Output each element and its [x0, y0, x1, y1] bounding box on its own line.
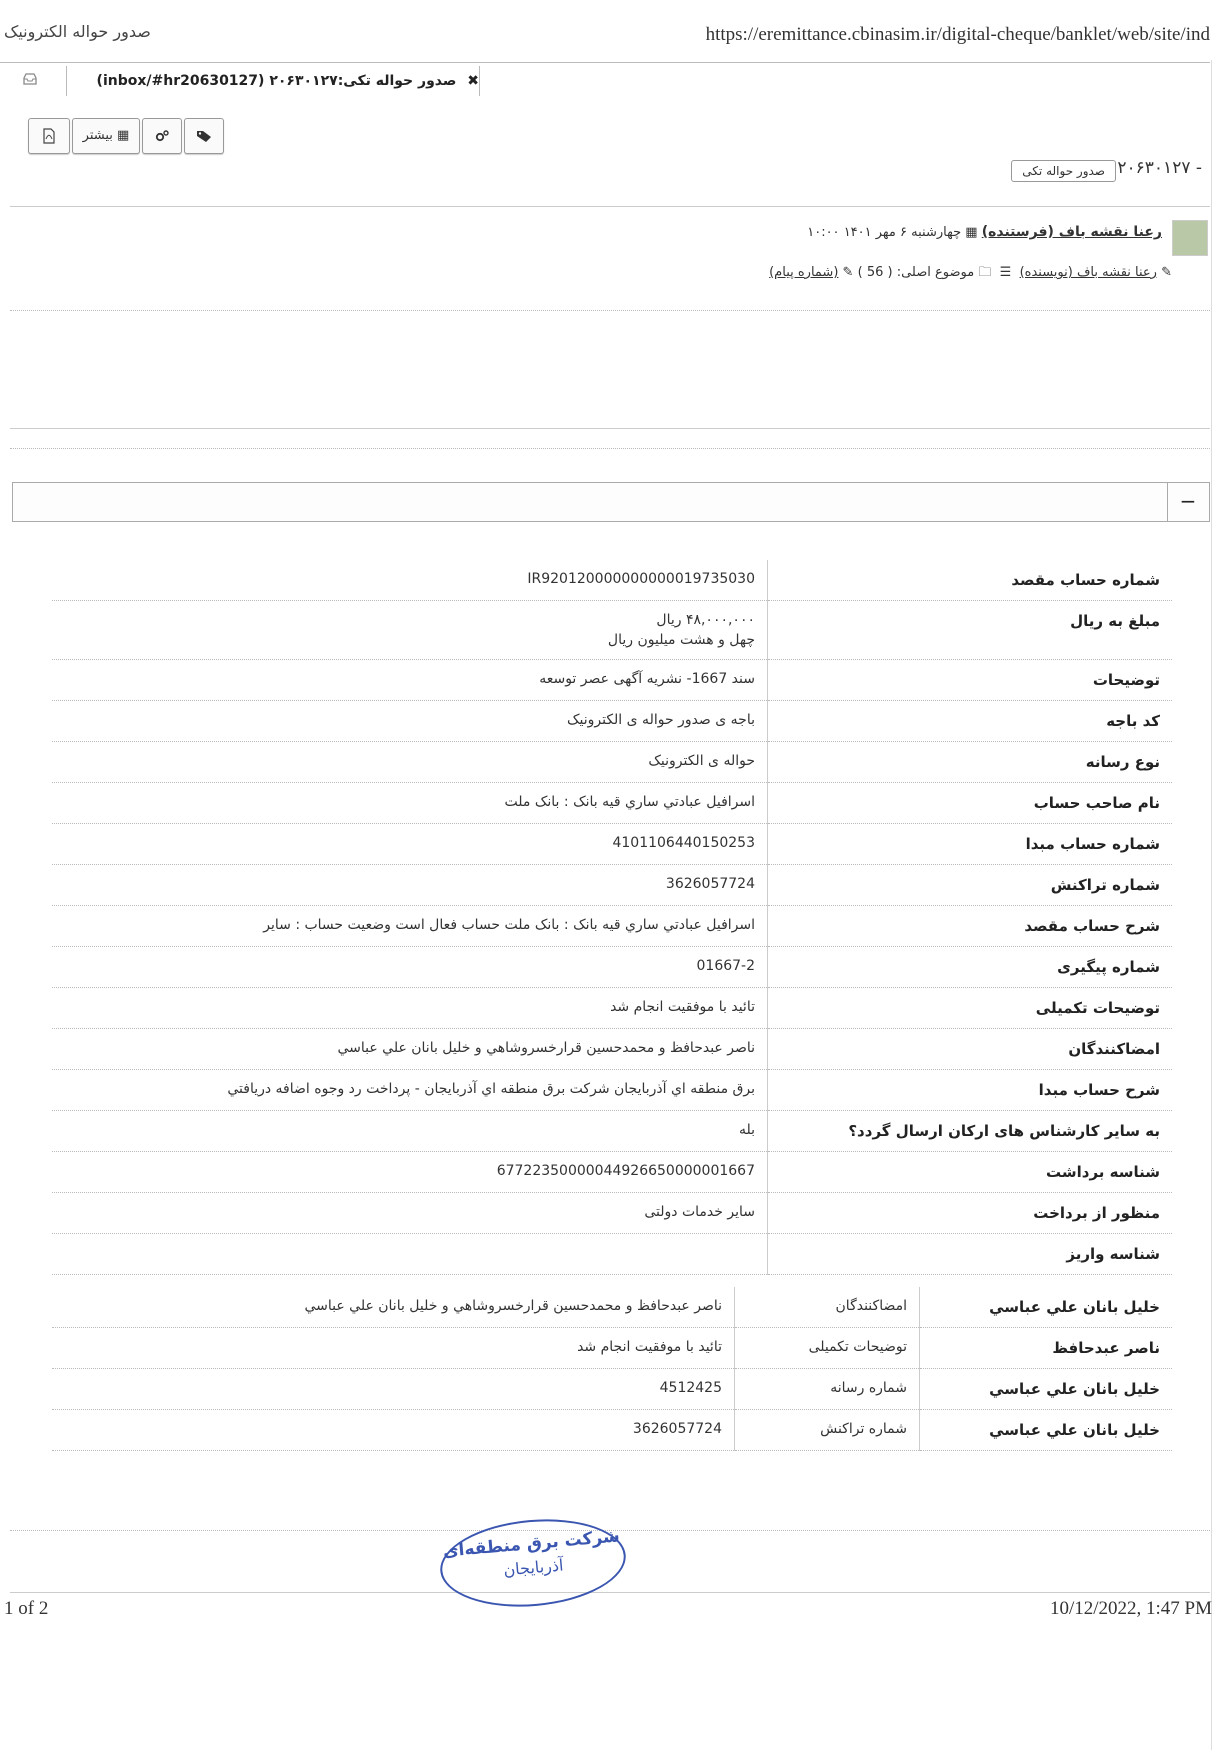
detail-label: شماره پیگیری: [768, 947, 1173, 988]
detail-label: توضیحات تکمیلی: [768, 988, 1173, 1029]
pencil-icon: ✎: [842, 265, 854, 280]
settings-button[interactable]: [142, 118, 182, 154]
tag-button[interactable]: [184, 118, 224, 154]
pdf-button[interactable]: [28, 118, 70, 154]
detail-label: شرح حساب مبدا: [768, 1070, 1173, 1111]
signature-field: شماره رسانه: [735, 1369, 920, 1410]
divider: [10, 310, 1210, 311]
grid-icon: ▦: [117, 128, 130, 143]
message-number[interactable]: (شماره پیام): [769, 265, 839, 280]
detail-row: [52, 988, 1172, 1029]
detail-label: نوع رسانه: [768, 742, 1173, 783]
detail-value-text: 3626057724: [665, 876, 755, 892]
calendar-icon: ▦: [965, 225, 978, 240]
detail-value-text: 67722350000044926650000001667: [496, 1163, 755, 1179]
detail-value: [52, 865, 768, 906]
detail-row: [52, 783, 1172, 824]
detail-label: توضیحات: [768, 660, 1173, 701]
detail-value-text: حواله ی الکترونیک: [648, 753, 755, 769]
detail-value-text: باجه ی صدور حواله ی الکترونیک: [566, 712, 755, 728]
signer-name: خليل بانان علي عباسي: [920, 1410, 1173, 1451]
signature-value: 3626057724: [52, 1410, 735, 1451]
details-panel-header: [12, 482, 1210, 522]
detail-value: [52, 701, 768, 742]
detail-value-text: 01667-2: [696, 958, 755, 974]
detail-value-text: سایر خدمات دولتی: [644, 1204, 755, 1220]
sender-datetime: چهارشنبه ۶ مهر ۱۴۰۱ ۱۰:۰۰: [807, 225, 962, 240]
detail-value-text: ناصر عبدحافظ و محمدحسين قرارخسروشاهي و خليل بانان علي عباسي: [337, 1040, 755, 1056]
divider: [10, 428, 1210, 429]
detail-value-words: چهل و هشت میلیون ریال: [607, 632, 755, 648]
divider: [10, 206, 1210, 207]
gears-icon: [154, 128, 170, 143]
signature-row: [52, 1369, 1172, 1410]
detail-label: نام صاحب حساب: [768, 783, 1173, 824]
detail-value-text: بله: [738, 1122, 755, 1138]
folder-icon: 🗀: [978, 265, 992, 280]
detail-row: [52, 1234, 1172, 1275]
detail-value-text: برق منطقه اي آذربايجان شرکت برق منطقه اي آذربايجان - پرداخت رد وجوه اضافه دريافتي: [227, 1081, 755, 1097]
sender-name[interactable]: رعنا نقشه باف (فرستنده): [981, 224, 1162, 240]
signature-value: 4512425: [52, 1369, 735, 1410]
main-subject-label: موضوع اصلی:: [896, 265, 975, 280]
detail-value-text: ۴۸,۰۰۰,۰۰۰ ریال: [656, 612, 755, 628]
detail-label: شماره حساب مبدا: [768, 824, 1173, 865]
stamp-line-2: آذربایجان: [502, 1555, 565, 1580]
detail-value: [52, 824, 768, 865]
signature-row: [52, 1287, 1172, 1328]
detail-value: [52, 783, 768, 824]
author-name[interactable]: رعنا نقشه باف (نویسنده): [1019, 265, 1157, 280]
detail-row: [52, 947, 1172, 988]
detail-row: [52, 1111, 1172, 1152]
tab-message[interactable]: [66, 66, 480, 96]
detail-row: [52, 742, 1172, 783]
detail-label: شناسه برداشت: [768, 1152, 1173, 1193]
detail-value: [52, 1152, 768, 1193]
tab-label: صدور حواله تکی:۲۰۶۳۰۱۲۷ (inbox/#hr20630127): [96, 73, 457, 89]
detail-row: [52, 701, 1172, 742]
detail-label: کد باجه: [768, 701, 1173, 742]
detail-row: [52, 906, 1172, 947]
print-header-url: https://eremittance.cbinasim.ir/digital-cheque/banklet/web/site/ind: [705, 24, 1210, 45]
detail-value: [52, 560, 768, 601]
tag-icon: [196, 128, 212, 143]
signatures-table: [52, 1287, 1172, 1451]
signature-value: تائید با موفقیت انجام شد: [52, 1328, 735, 1369]
page-number: 1 of 2: [4, 1598, 49, 1619]
more-label: بیشتر: [82, 128, 113, 143]
subject-id: ۲۰۶۳۰۱۲۷ -: [1117, 158, 1202, 178]
divider: [10, 1592, 1210, 1593]
edit-icon: ✎: [1161, 265, 1172, 280]
detail-value-text: اسرافيل عبادتي ساري قيه بانک : بانک ملت حساب فعال است وضعیت حساب : سایر: [263, 917, 755, 933]
detail-label: به سایر کارشناس های ارکان ارسال گردد؟: [768, 1111, 1173, 1152]
page-edge: [1211, 60, 1212, 1750]
detail-row: [52, 1152, 1172, 1193]
detail-value: [52, 988, 768, 1029]
divider: [0, 62, 1210, 63]
details-table: [52, 560, 1172, 1275]
detail-value: [52, 1234, 768, 1275]
signature-value: ناصر عبدحافظ و محمدحسين قرارخسروشاهي و خليل بانان علي عباسي: [52, 1287, 735, 1328]
detail-label: منظور از برداخت: [768, 1193, 1173, 1234]
detail-row: [52, 601, 1172, 660]
collapse-button[interactable]: −: [1167, 482, 1208, 522]
detail-value-text: تائید با موفقیت انجام شد: [610, 999, 755, 1015]
signer-name: خليل بانان علي عباسي: [920, 1287, 1173, 1328]
detail-row: [52, 660, 1172, 701]
more-button[interactable]: [72, 118, 140, 154]
signature-row: [52, 1410, 1172, 1451]
divider: [10, 448, 1210, 449]
detail-value: [52, 1029, 768, 1070]
print-date: 10/12/2022, 1:47 PM: [1049, 1598, 1212, 1619]
detail-value: [52, 947, 768, 988]
detail-value-text: 4101106440150253: [612, 835, 755, 851]
detail-label: امضاکنندگان: [768, 1029, 1173, 1070]
inbox-icon[interactable]: [22, 72, 38, 90]
detail-label: شماره تراکنش: [768, 865, 1173, 906]
detail-value: [52, 1111, 768, 1152]
print-header-title: صدور حواله الکترونیک: [4, 22, 151, 41]
detail-row: [52, 560, 1172, 601]
stamp-line-1: شرکت برق منطقه‌ای: [442, 1526, 621, 1562]
signature-row: [52, 1328, 1172, 1369]
detail-value-text: IR920120000000000019735030: [527, 571, 755, 587]
detail-row: [52, 1029, 1172, 1070]
detail-label: شرح حساب مقصد: [768, 906, 1173, 947]
signer-name: خليل بانان علي عباسي: [920, 1369, 1173, 1410]
detail-label: شماره حساب مقصد: [768, 560, 1173, 601]
detail-value: [52, 742, 768, 783]
detail-row: [52, 865, 1172, 906]
signature-field: شماره تراکنش: [735, 1410, 920, 1451]
list-icon: ☰: [999, 265, 1012, 280]
detail-value: [52, 906, 768, 947]
avatar: [1172, 220, 1208, 256]
detail-label: شناسه واریز: [768, 1234, 1173, 1275]
signature-field: توضیحات تکمیلی: [735, 1328, 920, 1369]
detail-value: [52, 660, 768, 701]
detail-value-text: اسرافيل عبادتي ساري قيه بانک : بانک ملت: [504, 794, 755, 810]
signer-name: ناصر عبدحافظ: [920, 1328, 1173, 1369]
detail-value: [52, 1070, 768, 1111]
pdf-icon: [42, 128, 56, 143]
main-subject-count[interactable]: ( 56 ): [857, 265, 893, 280]
detail-row: [52, 1193, 1172, 1234]
subject-badge[interactable]: صدور حواله تکی: [1011, 160, 1116, 182]
detail-row: [52, 824, 1172, 865]
detail-value-text: سند 1667- نشریه آگهی عصر توسعه: [539, 671, 755, 687]
detail-row: [52, 1070, 1172, 1111]
company-stamp: [437, 1512, 630, 1614]
detail-label: مبلغ به ریال: [768, 601, 1173, 660]
detail-value: [52, 601, 768, 660]
signature-field: امضاکنندگان: [735, 1287, 920, 1328]
detail-value: [52, 1193, 768, 1234]
close-icon[interactable]: ✖: [467, 73, 479, 89]
